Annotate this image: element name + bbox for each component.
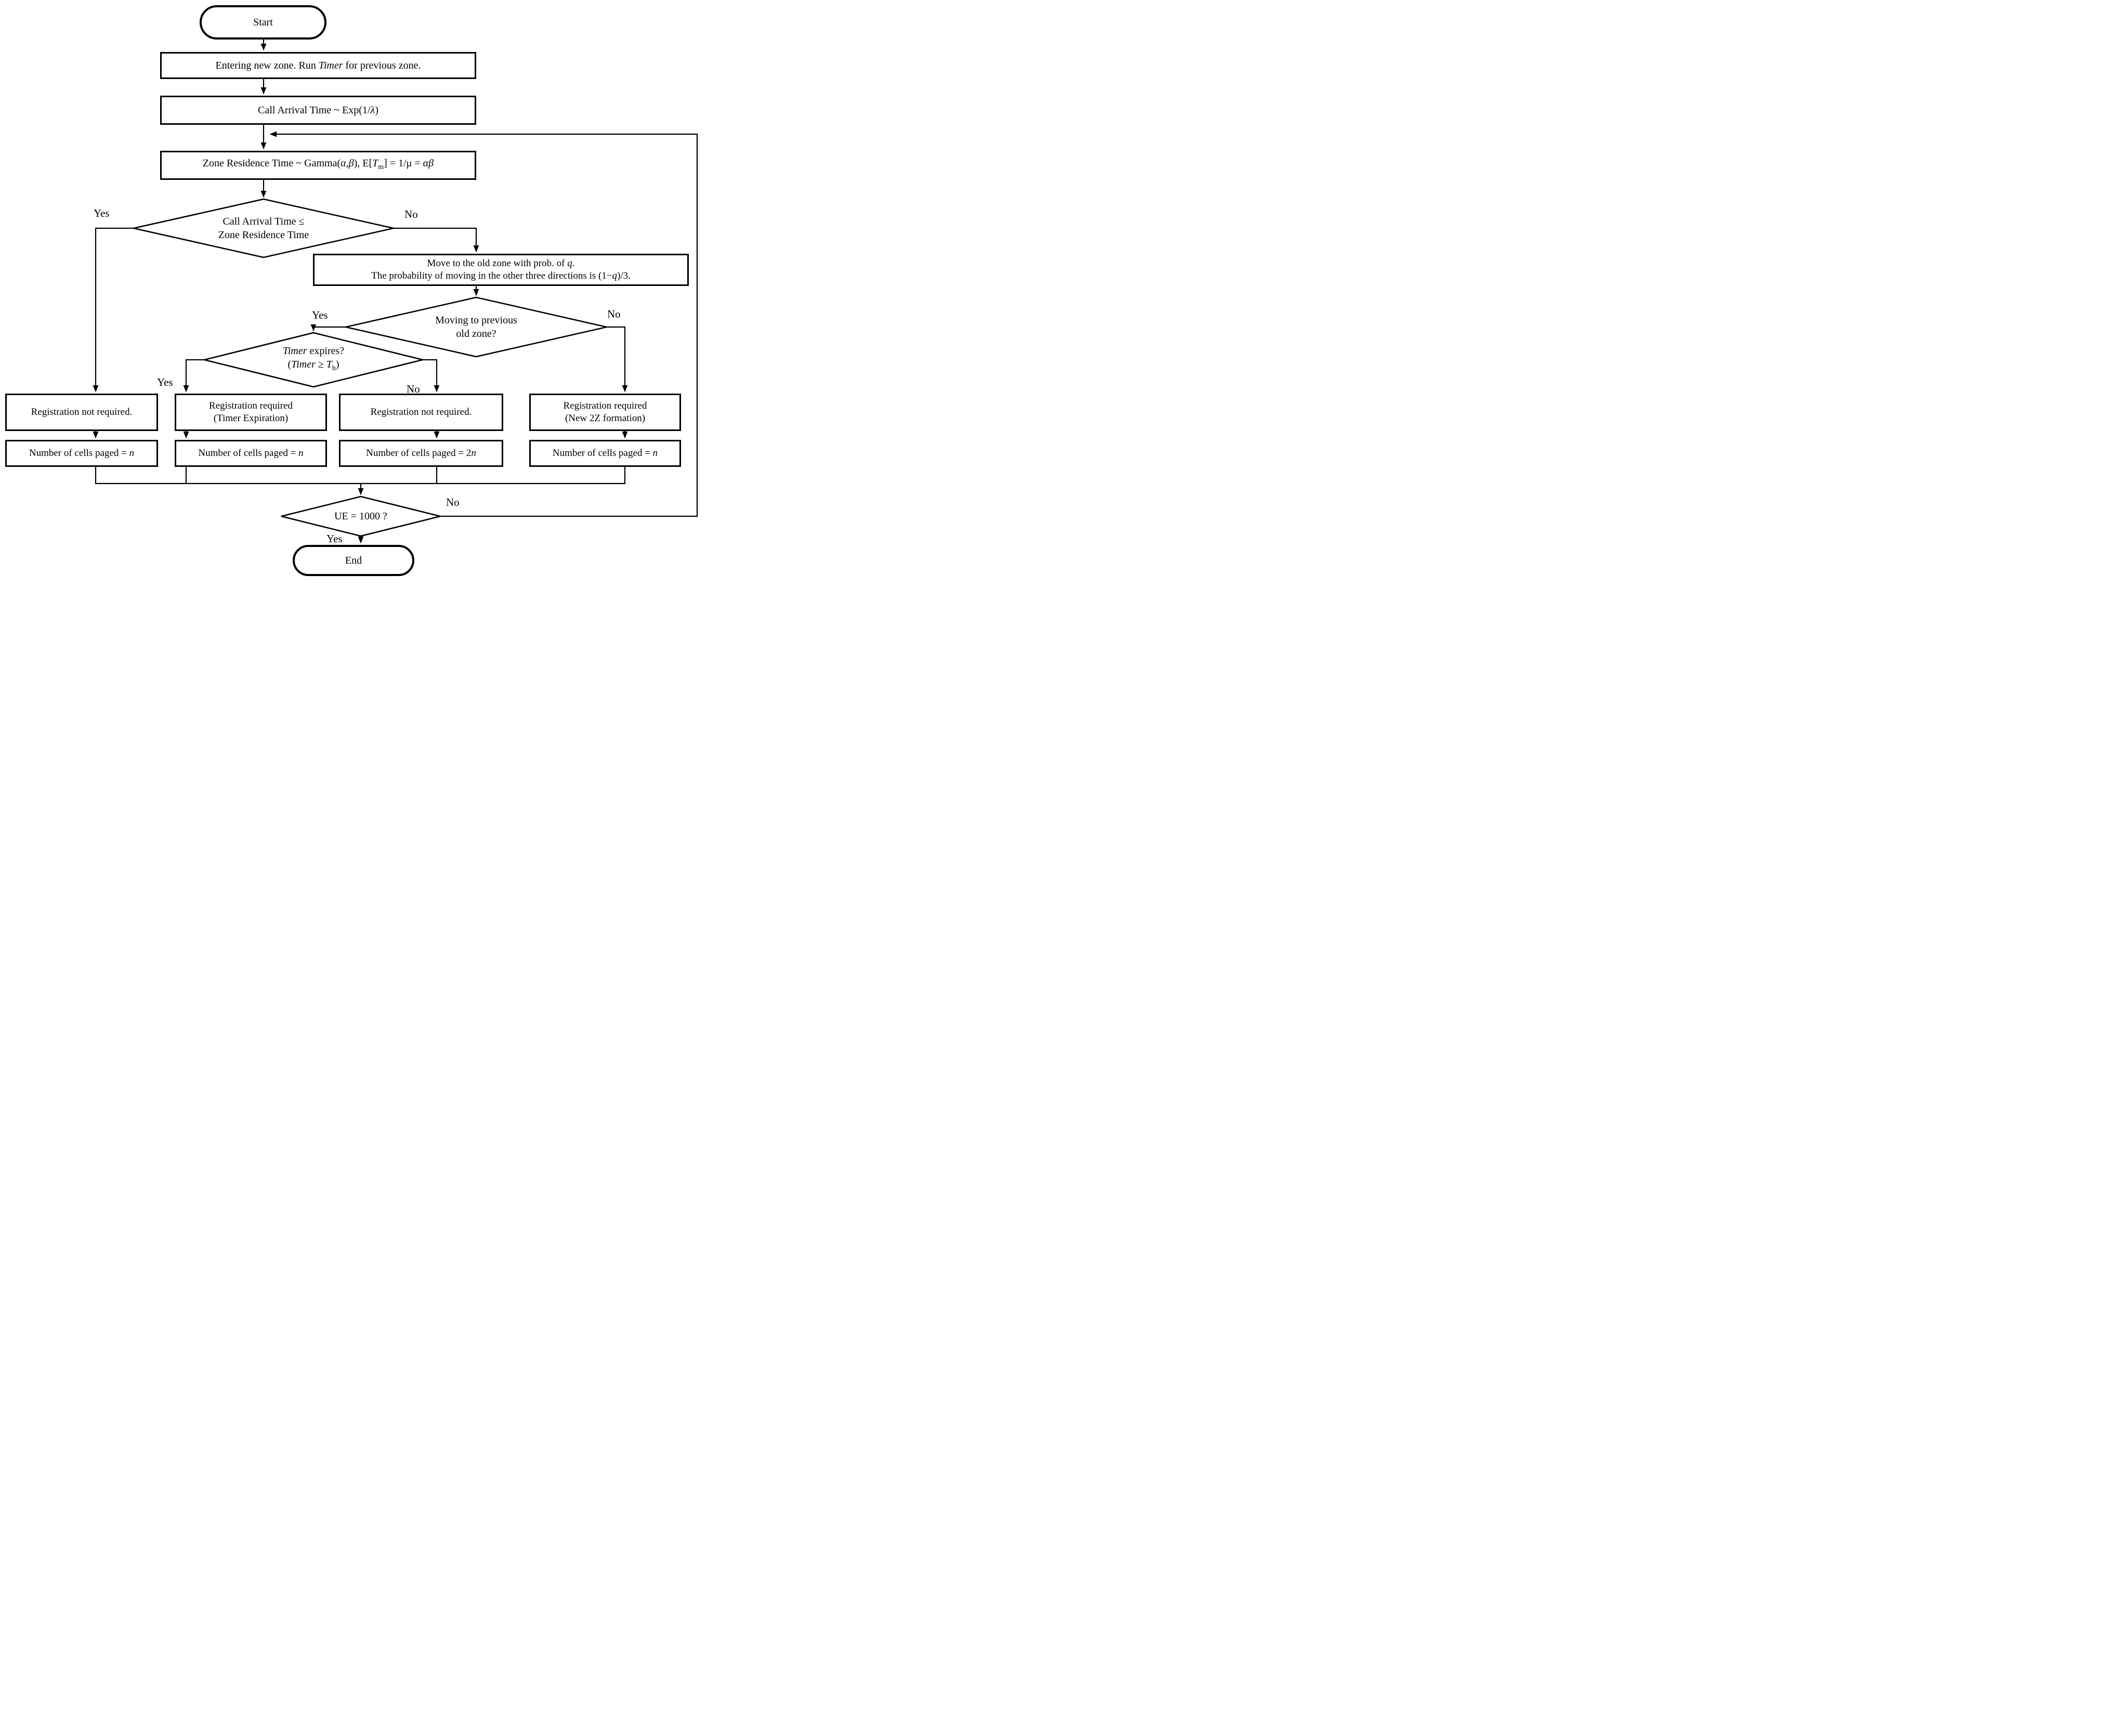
text-fragment: Call Arrival Time ~ Exp(1/ <box>258 104 371 116</box>
call-arrival-decision-line2: Zone Residence Time <box>218 229 309 241</box>
call-arrival-process <box>160 96 476 125</box>
entering-zone-process <box>160 52 476 79</box>
text-fragment: Number of cells paged = <box>29 448 129 459</box>
ue-decision-text <box>319 510 402 523</box>
ue-no-label: No <box>446 496 460 508</box>
d2-no-label: No <box>607 308 621 320</box>
cells-paged-2n-text <box>366 447 476 460</box>
text-fragment: ), E[ <box>354 158 373 169</box>
text-fragment: Entering new zone. Run <box>215 59 319 71</box>
text-fragment-italic: Timer <box>318 59 343 71</box>
text-fragment: The probability of moving in the other three directions is (1− <box>371 270 612 281</box>
text-fragment-italic: α <box>341 158 346 169</box>
call-arrival-text <box>258 104 378 117</box>
cells-paged-n-text-4 <box>553 447 658 460</box>
edge-d1-no <box>394 228 476 252</box>
text-fragment-italic: n <box>652 448 658 459</box>
cells-paged-n-box-4 <box>529 440 681 467</box>
flowchart-canvas <box>0 0 702 579</box>
text-fragment: ( <box>287 359 292 370</box>
text-fragment-italic: q <box>567 258 572 269</box>
end-label: End <box>345 554 362 566</box>
text-fragment: ≥ <box>315 359 326 370</box>
text-fragment: )/3. <box>617 270 631 281</box>
edge-merge-bus <box>96 467 625 484</box>
text-fragment-italic: β <box>348 158 354 169</box>
cells-paged-n-box-2 <box>175 440 327 467</box>
cells-paged-n-text-2 <box>198 447 303 460</box>
move-old-zone-process <box>313 254 689 286</box>
edge-d1-yes <box>96 228 134 391</box>
cells-paged-2n-box <box>339 440 503 467</box>
registration-required-2z-line1: Registration required <box>563 400 647 411</box>
registration-required-timer-box <box>175 394 327 431</box>
text-fragment-italic: λ <box>370 104 375 116</box>
registration-not-required-box-1 <box>5 394 158 431</box>
timer-expires-decision-text <box>251 346 376 373</box>
move-old-zone-line1 <box>427 257 575 270</box>
ue-decision-label: UE = 1000 ? <box>334 511 387 522</box>
edge-timer-yes <box>186 360 204 391</box>
moving-previous-decision-line1: Moving to previous <box>435 315 517 326</box>
zone-residence-process <box>160 151 476 180</box>
text-fragment-italic: T <box>326 359 332 370</box>
text-fragment: . <box>572 258 575 269</box>
text-fragment: Number of cells paged = 2 <box>366 448 472 459</box>
end-terminal <box>293 545 414 576</box>
registration-required-2z-line2: (New 2Z formation) <box>565 413 646 424</box>
edge-d2-yes <box>313 327 346 331</box>
text-fragment: Zone Residence Time ~ Gamma( <box>202 158 341 169</box>
connectors-layer <box>0 0 702 579</box>
text-fragment: ] = 1/μ = <box>384 158 423 169</box>
cells-paged-n-box-1 <box>5 440 158 467</box>
timer-yes-label: Yes <box>157 376 173 388</box>
start-terminal <box>200 5 326 40</box>
text-fragment-italic: Timer <box>291 359 316 370</box>
text-fragment-italic: n <box>129 448 135 459</box>
text-fragment: ) <box>375 104 378 116</box>
text-fragment: for previous zone. <box>343 59 421 71</box>
timer-no-label: No <box>407 383 420 395</box>
entering-zone-text <box>216 59 421 72</box>
cells-paged-n-text-1 <box>29 447 134 460</box>
call-arrival-decision-line1: Call Arrival Time ≤ <box>223 216 305 227</box>
move-old-zone-line2 <box>371 270 631 282</box>
text-fragment-italic: n <box>298 448 304 459</box>
timer-expires-line1 <box>283 344 344 358</box>
timer-expires-line2 <box>287 358 339 375</box>
registration-not-required-text-2: Registration not required. <box>370 407 472 417</box>
text-fragment: , <box>346 158 349 169</box>
text-fragment-italic: Timer <box>282 345 307 357</box>
registration-not-required-text-1: Registration not required. <box>31 407 133 417</box>
text-fragment-italic: n <box>471 448 476 459</box>
text-fragment: Number of cells paged = <box>198 448 299 459</box>
start-label: Start <box>253 16 273 28</box>
text-fragment-subscript: h <box>332 364 336 372</box>
text-fragment: expires? <box>307 345 345 357</box>
text-fragment: ) <box>335 359 339 370</box>
d1-no-label: No <box>404 208 418 220</box>
registration-required-timer-line1: Registration required <box>209 400 293 411</box>
registration-required-2z-box <box>529 394 681 431</box>
d1-yes-label: Yes <box>94 207 110 219</box>
registration-required-timer-line2: (Timer Expiration) <box>213 413 289 424</box>
text-fragment-italic: q <box>612 270 618 281</box>
call-arrival-decision-text <box>180 215 347 242</box>
registration-not-required-box-2 <box>339 394 503 431</box>
text-fragment-subscript: m <box>378 163 384 171</box>
edge-d2-no <box>607 327 625 391</box>
zone-residence-text <box>203 157 434 174</box>
moving-previous-decision-text <box>414 314 539 341</box>
d2-yes-label: Yes <box>312 309 328 321</box>
moving-previous-decision-line2: old zone? <box>456 328 496 340</box>
ue-yes-label: Yes <box>326 532 343 545</box>
edge-timer-no <box>423 360 437 391</box>
text-fragment: Move to the old zone with prob. of <box>427 258 568 269</box>
text-fragment-italic: αβ <box>423 158 434 169</box>
text-fragment: Number of cells paged = <box>552 448 653 459</box>
text-fragment-italic: T <box>372 158 378 169</box>
